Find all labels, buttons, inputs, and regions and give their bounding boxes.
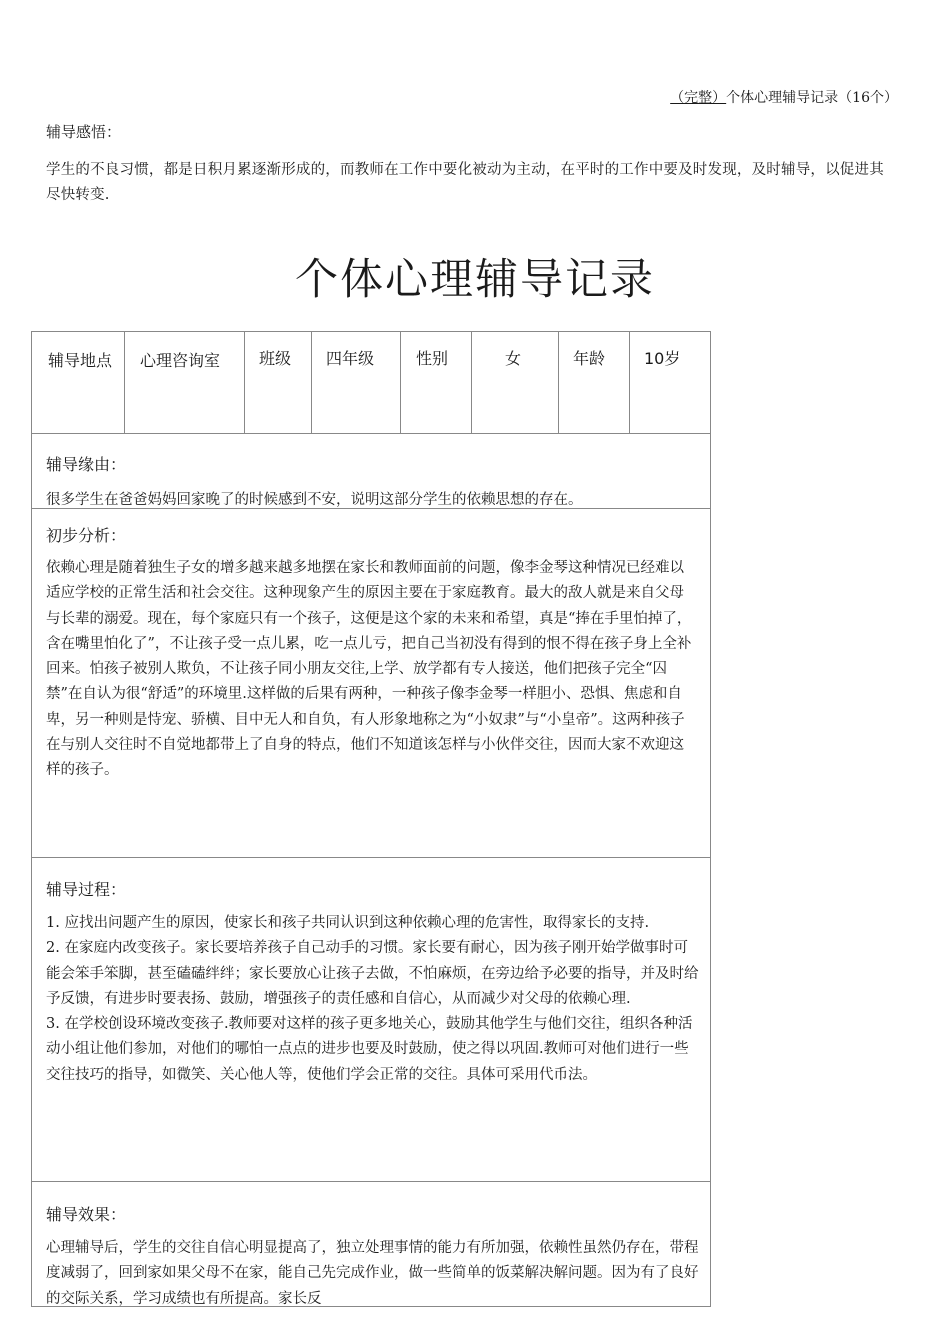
top-reflection-text: 学生的不良习惯，都是日积月累逐渐形成的，而教师在工作中要化被动为主动，在平时的工作中要及时发现，及时辅导，以促进其尽快转变.: [46, 162, 884, 203]
age-value: 10岁: [644, 349, 681, 368]
gender-label: 性别: [416, 349, 449, 368]
gender-value: 女: [505, 349, 522, 368]
reason-text: 很多学生在爸爸妈妈回家晚了的时候感到不安，说明这部分学生的依赖思想的存在。: [46, 492, 583, 508]
process-item: 1. 应找出问题产生的原因，使家长和孩子共同认识到这种依赖心理的危害性，取得家长的支持.: [46, 915, 650, 931]
analysis-text: 依赖心理是随着独生子女的增多越来越多地摆在家长和教师面前的问题，像李金琴这种情况已经难以适应学校的正常生活和社会交往。这种现象产生的原因主要在于家庭教育。最大的敌人就是来自父母与长辈的溺爱。现在，每个家庭只有一个孩子，这便是这个家的未来和希望，真是“捧在手里怕掉了，含在嘴里怕化了”，不让孩子受一点儿累，吃一点儿亏，把自己当初没有得到的恨不得在孩子身上全补回来。怕孩子被别人欺负，不让孩子同小朋友交往,上学、放学都有专人接送，他们把孩子完全“囚禁”在自认为很“舒适”的环境里.这样做的后果有两种，一种孩子像李金琴一样胆小、恐惧、焦虑和自卑，另一种则是恃宠、骄横、目中无人和自负，有人形象地称之为“小奴隶”与“小皇帝”。这两种孩子在与别人交往时不自觉地都带上了自身的特点，他们不知道该怎样与小伙伴交往，因而大家不欢迎这样的孩子。: [46, 560, 692, 779]
place-value: 心理咨询室: [140, 351, 221, 370]
class-value: 四年级: [326, 349, 375, 368]
running-header: [670, 87, 898, 107]
record-table: [31, 331, 711, 1307]
effect-label: 辅导效果：: [46, 1205, 127, 1224]
running-header-prefix: （完整）: [670, 90, 727, 106]
age-label: 年龄: [573, 349, 606, 368]
analysis-label: 初步分析：: [46, 526, 127, 545]
class-label: 班级: [259, 349, 292, 368]
running-header-title: 个体心理辅导记录（16个）: [726, 90, 898, 106]
process-item: 3. 在学校创设环境改变孩子.教师要对这样的孩子更多地关心，鼓励其他学生与他们交往，组织各种活动小组让他们参加，对他们的哪怕一点点的进步也要及时鼓励，使之得以巩固.教师可对他们进行一些交往技巧的指导，如微笑、关心他人等，使他们学会正常的交往。具体可采用代币法。: [46, 1016, 693, 1083]
page-title: 个体心理辅导记录: [295, 255, 655, 305]
place-label: 辅导地点: [48, 351, 113, 370]
top-reflection-label: 辅导感悟：: [46, 123, 122, 141]
process-item: 2. 在家庭内改变孩子。家长要培养孩子自己动手的习惯。家长要有耐心，因为孩子刚开始学做事时可能会笨手笨脚，甚至磕磕绊绊；家长要放心让孩子去做，不怕麻烦，在旁边给予必要的指导，并及时给予反馈，有进步时要表扬、鼓励，增强孩子的责任感和自信心，从而减少对父母的依赖心理.: [46, 940, 699, 1007]
reason-label: 辅导缘由：: [46, 455, 127, 474]
effect-text: 心理辅导后，学生的交往自信心明显提高了，独立处理事情的能力有所加强，依赖性虽然仍存在，带程度减弱了，回到家如果父母不在家，能自己先完成作业，做一些简单的饭菜解决解问题。因为有了良好的交际关系，学习成绩也有所提高。家长反: [46, 1240, 699, 1307]
process-list: [46, 911, 702, 1088]
process-label: 辅导过程：: [46, 880, 127, 899]
